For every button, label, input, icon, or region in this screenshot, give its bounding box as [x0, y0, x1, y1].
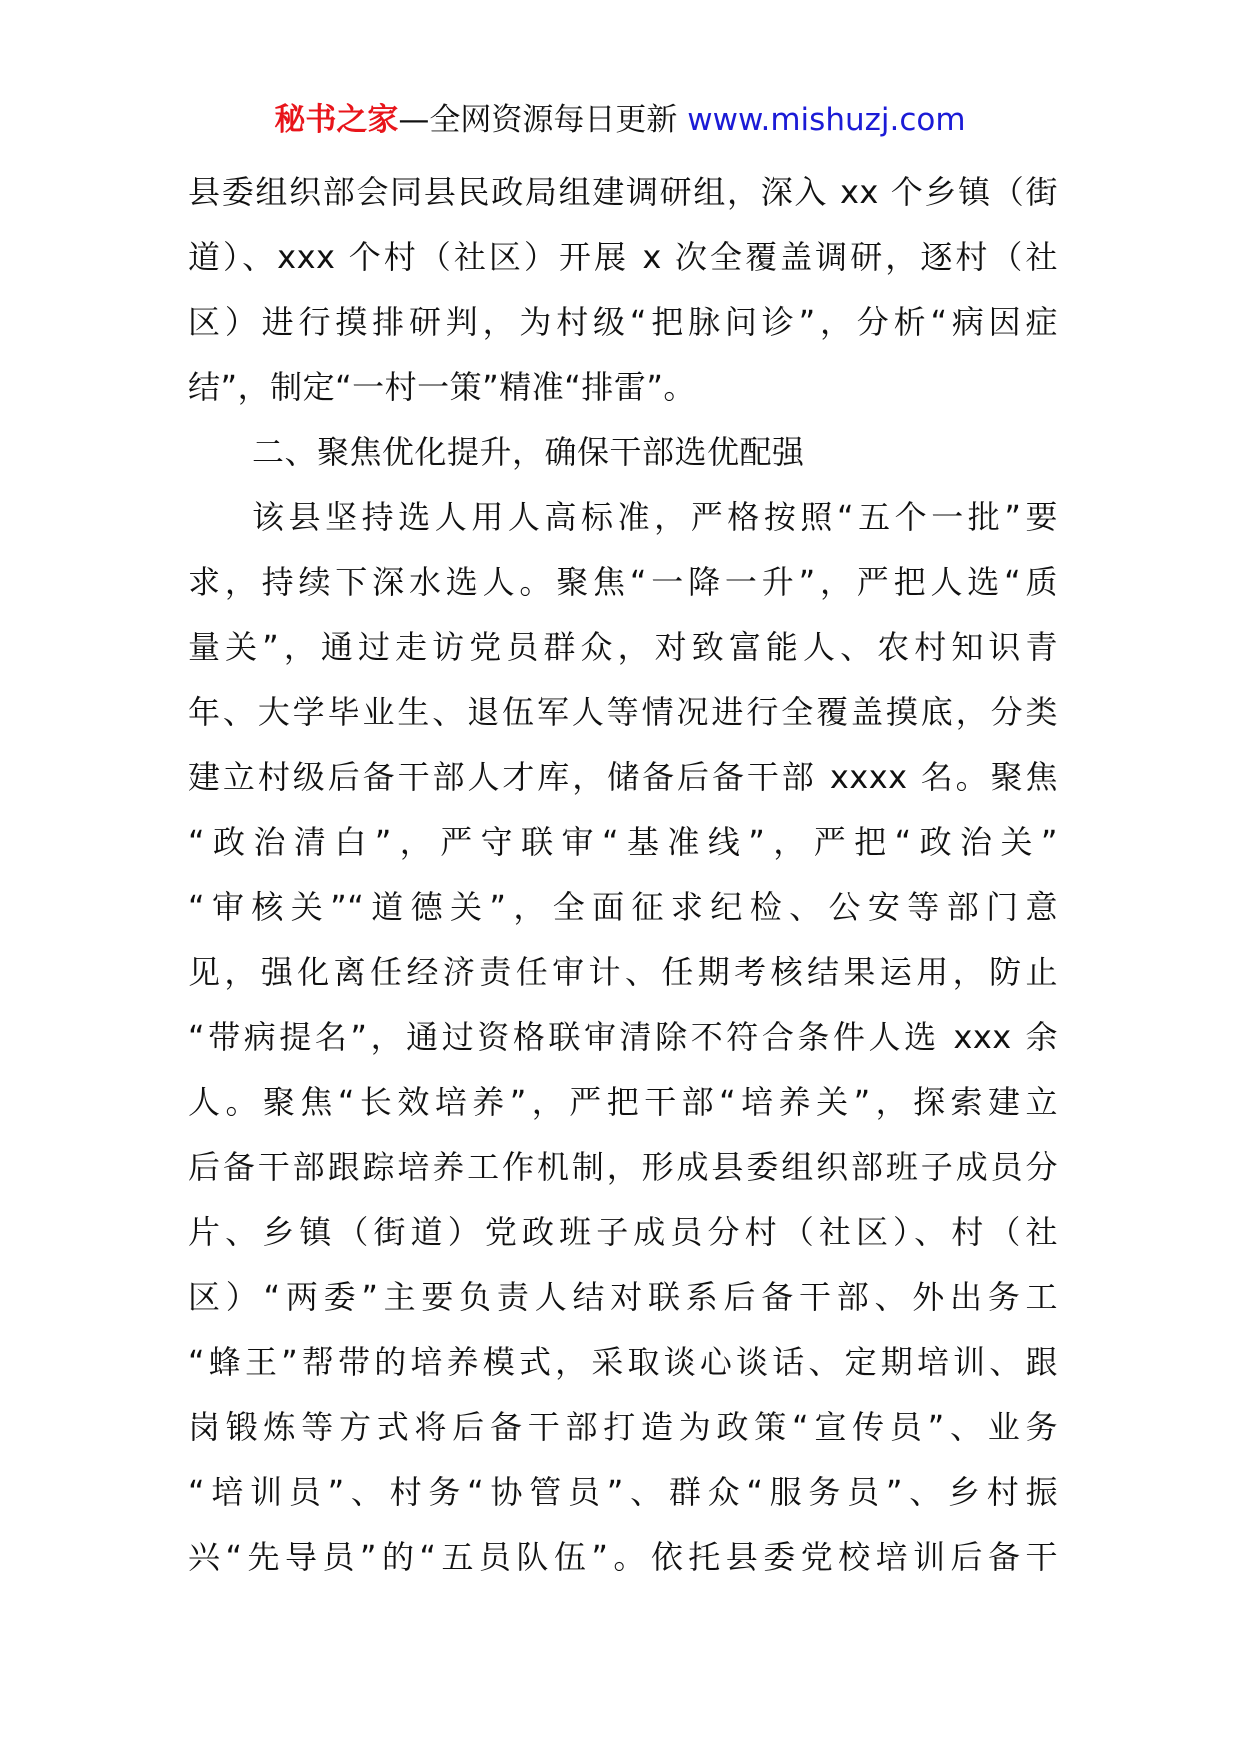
paragraph-line: 建立村级后备干部人才库，储备后备干部 xxxx 名。聚焦	[188, 758, 1058, 796]
paragraph-line: 区）进行摸排研判，为村级“把脉问诊”，分析“病因症	[188, 303, 1058, 341]
paragraph-line: 岗锻炼等方式将后备干部打造为政策“宣传员”、业务	[188, 1408, 1058, 1446]
document-body	[188, 160, 1058, 1590]
paragraph-line: 量关”，通过走访党员群众，对致富能人、农村知识青	[188, 628, 1058, 666]
section-heading: 二、聚焦优化提升，确保干部选优配强	[252, 433, 805, 471]
site-brand: 秘书之家	[274, 102, 399, 138]
site-tagline: —全网资源每日更新	[398, 102, 688, 138]
paragraph-line: “蜂王”帮带的培养模式，采取谈心谈话、定期培训、跟	[188, 1343, 1058, 1381]
paragraph-line: 该县坚持选人用人高标准，严格按照“五个一批”要	[252, 498, 1058, 536]
paragraph-line: 年、大学毕业生、退伍军人等情况进行全覆盖摸底，分类	[188, 693, 1058, 731]
paragraph-line: 结”，制定“一村一策”精准“排雷”。	[188, 368, 696, 406]
site-header	[0, 100, 1240, 140]
paragraph-line: “审核关”“道德关”，全面征求纪检、公安等部门意	[188, 888, 1058, 926]
paragraph-line: 道）、xxx 个村（社区）开展 x 次全覆盖调研，逐村（社	[188, 238, 1058, 276]
site-url-link[interactable]: www.mishuzj.com	[687, 102, 966, 138]
paragraph-line: “带病提名”，通过资格联审清除不符合条件人选 xxx 余	[188, 1018, 1058, 1056]
paragraph-line: 见，强化离任经济责任审计、任期考核结果运用，防止	[188, 953, 1058, 991]
paragraph-line: 求，持续下深水选人。聚焦“一降一升”，严把人选“质	[188, 563, 1058, 601]
paragraph-line: “政治清白”，严守联审“基准线”，严把“政治关”	[188, 823, 1058, 861]
paragraph-line: 片、乡镇（街道）党政班子成员分村（社区）、村（社	[188, 1213, 1058, 1251]
paragraph-line: 县委组织部会同县民政局组建调研组，深入 xx 个乡镇（街	[188, 173, 1058, 211]
paragraph-line: 兴“先导员”的“五员队伍”。依托县委党校培训后备干	[188, 1538, 1058, 1576]
paragraph-line: 人。聚焦“长效培养”，严把干部“培养关”，探索建立	[188, 1083, 1058, 1121]
paragraph-line: “培训员”、村务“协管员”、群众“服务员”、乡村振	[188, 1473, 1058, 1511]
paragraph-line: 区）“两委”主要负责人结对联系后备干部、外出务工	[188, 1278, 1058, 1316]
paragraph-line: 后备干部跟踪培养工作机制，形成县委组织部班子成员分	[188, 1148, 1058, 1186]
